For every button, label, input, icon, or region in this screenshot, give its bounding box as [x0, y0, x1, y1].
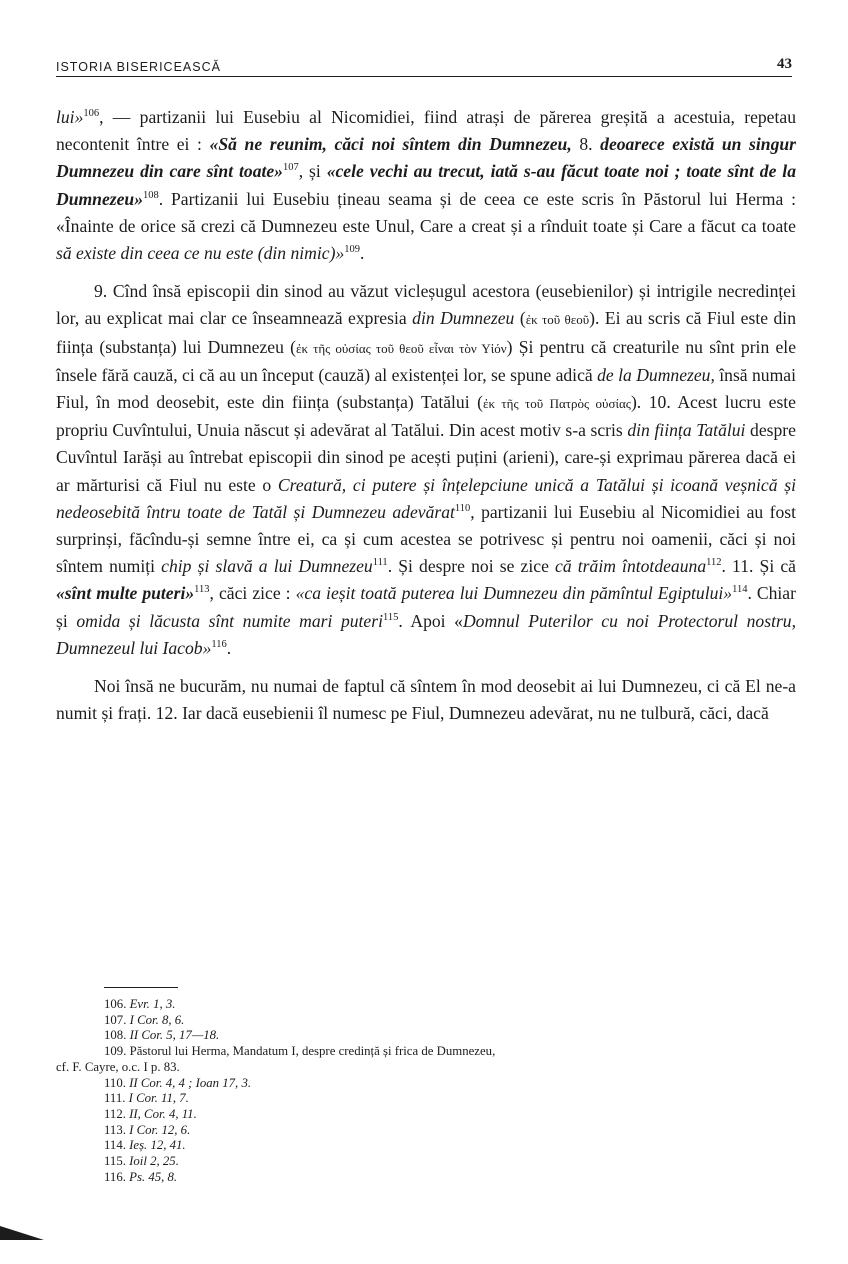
text-span: , — partizanii lui Eusebiu al Nicomidiei, fiind atrași de părerea greșită a acestuia, repetau necontenit între ei : — [56, 107, 796, 155]
italic-span: de la Dumnezeu, — [597, 364, 715, 385]
footnote-number: 111. — [104, 1091, 126, 1106]
quote-span: Domnul Puterilor cu noi Protectorul nostru, Dumnezeul lui Iacob» — [56, 610, 796, 658]
text-span: . — [360, 243, 365, 264]
footnote-text: II Cor. 4, 4 ; Ioan 17, 3. — [129, 1075, 252, 1090]
text-span: . Și despre noi se zice — [387, 556, 556, 577]
quote-span: să existe din ceea ce nu este (din nimic)» — [56, 243, 345, 264]
footnote-ref-107[interactable]: 107 — [282, 162, 299, 174]
footnote-text: I Cor. 11, 7. — [128, 1091, 189, 1106]
italic-span: omida și lăcusta sînt numite mari puteri — [76, 610, 383, 631]
text-span: ) Și pentru că creaturile nu sînt prin ele însele fără cauză, ci că au un început (cauză) al existenței lor, se spune adică — [56, 336, 797, 385]
greek-phrase: ἐκ τοῦ θεοῦ — [525, 312, 590, 328]
footnote-ref-106[interactable]: 106 — [83, 108, 100, 120]
footnote-text: I Cor. 12, 6. — [129, 1122, 191, 1137]
paragraph-1 — [56, 104, 796, 267]
text-span: 8. — [571, 134, 601, 155]
quote-span: deoarece există un singur Dumnezeu din care sînt toate» — [56, 134, 796, 182]
text-span: însă numai Fiul, în mod deosebit, este din ființa (substanța) Tatălui ( — [56, 364, 796, 413]
footnote-ref-110[interactable]: 110 — [454, 502, 471, 514]
footnote-number: 112. — [104, 1106, 126, 1121]
footnote-number: 115. — [104, 1154, 126, 1169]
footnote-112 — [56, 1107, 796, 1123]
footnote-111 — [56, 1091, 796, 1107]
footnote-text: Evr. 1, 3. — [129, 997, 176, 1011]
text-span: 9. Cînd însă episcopii din sinod au văzut vicleșugul acestora (eusebienilor) și intrigile necredinței lor, au explicat mai clar ce înseamnează expresia — [56, 281, 796, 329]
italic-span: din ființa Tatălui — [627, 420, 746, 441]
footnote-number: 107. — [104, 1012, 127, 1027]
footnote-ref-109[interactable]: 109 — [344, 244, 360, 256]
footnote-116 — [56, 1170, 796, 1186]
scan-corner-shadow — [0, 1226, 44, 1240]
footnote-107 — [56, 1013, 796, 1029]
italic-span: din Dumnezeu — [412, 308, 515, 329]
running-header — [56, 56, 792, 77]
footnote-109 — [56, 1044, 796, 1075]
footnote-ref-112[interactable]: 112 — [706, 557, 722, 569]
main-text — [56, 104, 796, 727]
text-span: . Chiar și — [56, 583, 796, 631]
footnote-ref-114[interactable]: 114 — [732, 584, 748, 596]
paragraph-3: Noi însă ne bucurăm, nu numai de faptul că sîntem în mod deosebit ai lui Dumnezeu, ci că El ne-a numit și frați. 12. Iar dacă eusebienii îl numesc pe Fiul, Dumnezeu adevărat, nu ne tulbură, căci, dacă — [56, 676, 796, 724]
text-span: ). 10. Acest lucru este propriu Cuvîntului, Unuia născut și adevărat al Tatălui. Din acest motiv s-a scris — [56, 392, 796, 441]
text-span: , și — [298, 161, 327, 182]
footnote-106 — [56, 997, 796, 1013]
paragraph-2 — [56, 278, 796, 662]
footnote-ref-116[interactable]: 116 — [211, 639, 227, 650]
footnote-number: 114. — [104, 1138, 126, 1153]
footnote-108 — [56, 1028, 796, 1044]
italic-span: că trăim întotdeauna — [555, 556, 707, 577]
italic-span: Creatură, ci putere și înțelepciune unică a Tatălui și icoană veșnică și nedeosebită întru toate de Tatăl și Dumnezeu adevărat — [56, 474, 796, 522]
footnote-113 — [56, 1123, 796, 1139]
footnote-text: Ps. 45, 8. — [129, 1169, 178, 1184]
text-span: . Partizanii lui Eusebiu țineau seama și de ceea ce este scris în Păstorul lui Herma : «Înainte de orice să crezi că Dumnezeu este Unul, Care a creat și a rînduit toate și Care a făcut ca toate — [56, 188, 796, 236]
running-title: ISTORIA BISERICEASCĂ — [56, 60, 221, 74]
footnote-number: 109. — [104, 1044, 127, 1059]
footnote-ref-115[interactable]: 115 — [382, 611, 399, 623]
footnote-number: 113. — [104, 1122, 126, 1137]
text-span: , partizanii lui Eusebiu al Nicomidiei au fost surprinși, făcîndu-și semne între ei, ca și cum acestea se potrivesc și pentru noi oamenii, căci și noi sîntem numiți — [56, 501, 796, 577]
footnote-text: II Cor. 5, 17—18. — [129, 1028, 220, 1043]
text-span: despre Cuvîntul Iarăși au întrebat episcopii din sinod pe acești puțini (arieni), care-și exprimau părerea dacă ei ar mărturisi că Fiul nu este o — [56, 420, 796, 495]
quote-span: «cele vechi au trecut, iată s-au făcut toate noi ; toate sînt de la Dumnezeu» — [56, 161, 796, 209]
quote-span: «sînt multe puteri» — [56, 583, 195, 604]
footnote-text: Ioil 2, 25. — [129, 1154, 179, 1169]
text-span: . Apoi « — [398, 610, 463, 631]
page-number: 43 — [777, 56, 792, 72]
footnote-115 — [56, 1154, 796, 1170]
greek-phrase: ἐκ τῆς οὐσίας τοῦ θεοῦ εἶναι τὸν Υἱόν — [295, 340, 507, 356]
quote-span: «ca ieșit toată puterea lui Dumnezeu din pămîntul Egiptului» — [295, 583, 733, 604]
text-span: . 11. Și că — [721, 556, 796, 577]
footnote-text-continued: cf. F. Cayre, o.c. I p. 83. — [56, 1059, 180, 1074]
footnote-ref-111[interactable]: 111 — [372, 557, 388, 569]
footnote-text: I Cor. 8, 6. — [129, 1012, 185, 1027]
footnote-ref-113[interactable]: 113 — [194, 584, 210, 596]
text-span: . — [226, 637, 232, 658]
footnote-divider — [104, 987, 178, 988]
text-span: ). Ei au scris că Fiul este din ființa (substanța) lui Dumnezeu ( — [56, 308, 796, 357]
footnote-114 — [56, 1138, 796, 1154]
text-span: lui» — [56, 107, 84, 127]
greek-phrase: ἐκ τῆς τοῦ Πατρὸς οὐσίας — [483, 396, 631, 412]
quote-span: «Să ne reunim, căci noi sîntem din Dumnezeu, — [209, 134, 572, 155]
footnote-text: Păstorul lui Herma, Mandatum I, despre credință și frica de Dumnezeu, — [129, 1044, 496, 1059]
footnote-110 — [56, 1076, 796, 1092]
footnote-number: 110. — [104, 1075, 126, 1090]
footnote-number: 108. — [104, 1028, 127, 1043]
footnote-ref-108[interactable]: 108 — [143, 189, 159, 201]
footnote-text: II, Cor. 4, 11. — [129, 1106, 197, 1121]
footnotes — [56, 997, 796, 1185]
text-span: , căci zice : — [209, 583, 296, 604]
footnote-number: 116. — [104, 1169, 126, 1184]
text-span: ( — [514, 308, 526, 329]
footnote-text: Ieș. 12, 41. — [129, 1138, 186, 1153]
footnote-number: 106. — [104, 997, 127, 1011]
italic-span: chip și slavă a lui Dumnezeu — [161, 556, 373, 577]
